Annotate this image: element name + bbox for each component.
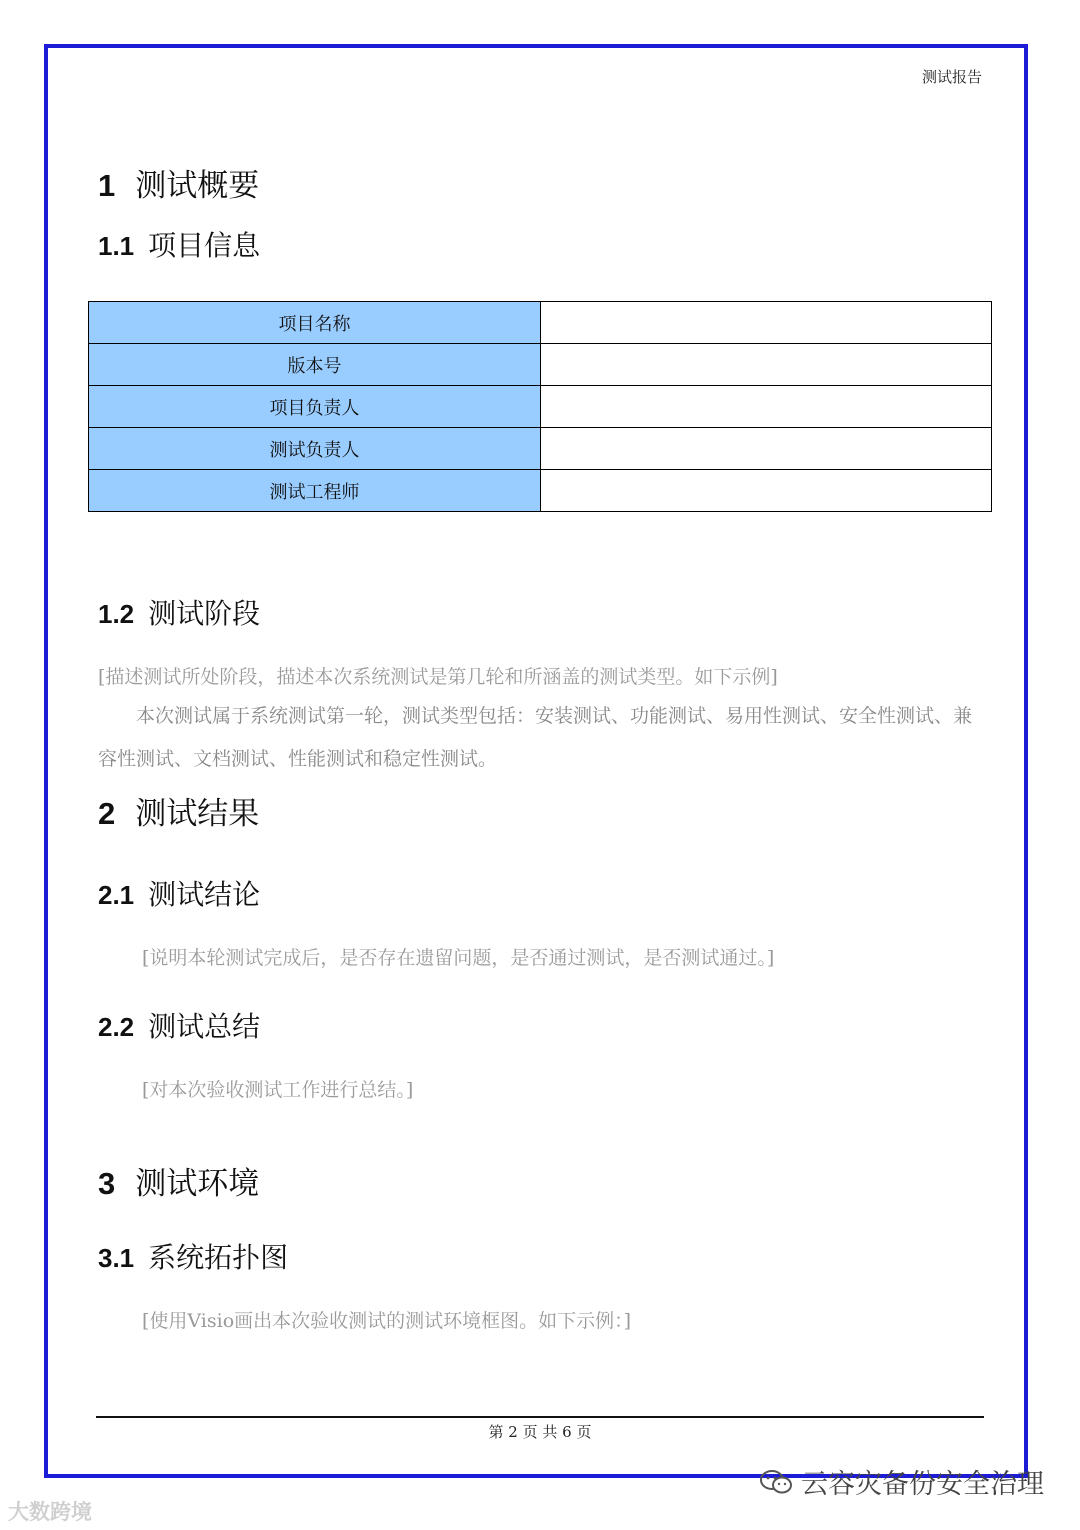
stage-instruction-note: [描述测试所处阶段，描述本次系统测试是第几轮和所涵盖的测试类型。如下示例]	[98, 666, 778, 688]
heading-number: 3.1	[98, 1243, 135, 1273]
footer-divider	[96, 1416, 984, 1418]
project-info-table	[88, 301, 992, 512]
heading-1-test-overview	[98, 160, 259, 205]
watermark-left-text: 大数跨境	[8, 1500, 92, 1524]
table-label-cell: 版本号	[89, 344, 541, 386]
heading-title: 项目信息	[148, 229, 261, 262]
table-label-cell: 测试负责人	[89, 428, 541, 470]
table-row	[89, 386, 992, 428]
heading-number: 2.1	[98, 880, 135, 910]
stage-body-paragraph: 本次测试属于系统测试第一轮，测试类型包括：安装测试、功能测试、易用性测试、安全性测试、兼容性测试、文档测试、性能测试和稳定性测试。	[98, 705, 973, 770]
page-number-footer: 第 2 页 共 6 页	[488, 1423, 592, 1441]
heading-title: 测试结论	[148, 878, 261, 911]
table-value-cell	[541, 428, 992, 470]
heading-title: 测试环境	[135, 1166, 260, 1202]
heading-title: 测试阶段	[148, 597, 261, 630]
heading-number: 1.1	[98, 231, 135, 261]
heading-1-1-project-info	[98, 224, 260, 264]
table-row	[89, 302, 992, 344]
table-row	[89, 428, 992, 470]
table-value-cell	[541, 302, 992, 344]
summary-instruction-note: [对本次验收测试工作进行总结。]	[142, 1079, 414, 1101]
watermark-right	[759, 1462, 1044, 1501]
heading-2-1-test-conclusion	[98, 873, 260, 913]
heading-title: 测试结果	[135, 796, 260, 832]
table-value-cell	[541, 344, 992, 386]
heading-number: 1	[98, 168, 116, 203]
table-row	[89, 344, 992, 386]
table-label-cell: 项目名称	[89, 302, 541, 344]
heading-number: 2	[98, 796, 116, 831]
heading-2-test-results	[98, 788, 259, 833]
conclusion-instruction-note: [说明本轮测试完成后，是否存在遗留问题，是否通过测试，是否测试通过。]	[142, 947, 775, 969]
table-value-cell	[541, 470, 992, 512]
table-row	[89, 470, 992, 512]
heading-title: 系统拓扑图	[148, 1241, 289, 1274]
watermark-left	[8, 1496, 92, 1526]
heading-number: 1.2	[98, 599, 135, 629]
page-header-title: 测试报告	[921, 68, 982, 86]
heading-1-2-test-stage	[98, 592, 260, 632]
heading-3-test-environment	[98, 1158, 259, 1203]
wechat-icon	[759, 1469, 793, 1495]
heading-number: 2.2	[98, 1012, 135, 1042]
table-value-cell	[541, 386, 992, 428]
heading-title: 测试概要	[135, 168, 260, 204]
topology-instruction-note: [使用Visio画出本次验收测试的测试环境框图。如下示例：]	[142, 1310, 632, 1332]
heading-2-2-test-summary	[98, 1005, 260, 1045]
watermark-right-text: 云容灾备份安全治理	[801, 1469, 1044, 1500]
heading-number: 3	[98, 1166, 116, 1201]
heading-3-1-system-topology	[98, 1236, 288, 1276]
heading-title: 测试总结	[148, 1010, 261, 1043]
table-label-cell: 项目负责人	[89, 386, 541, 428]
table-label-cell: 测试工程师	[89, 470, 541, 512]
